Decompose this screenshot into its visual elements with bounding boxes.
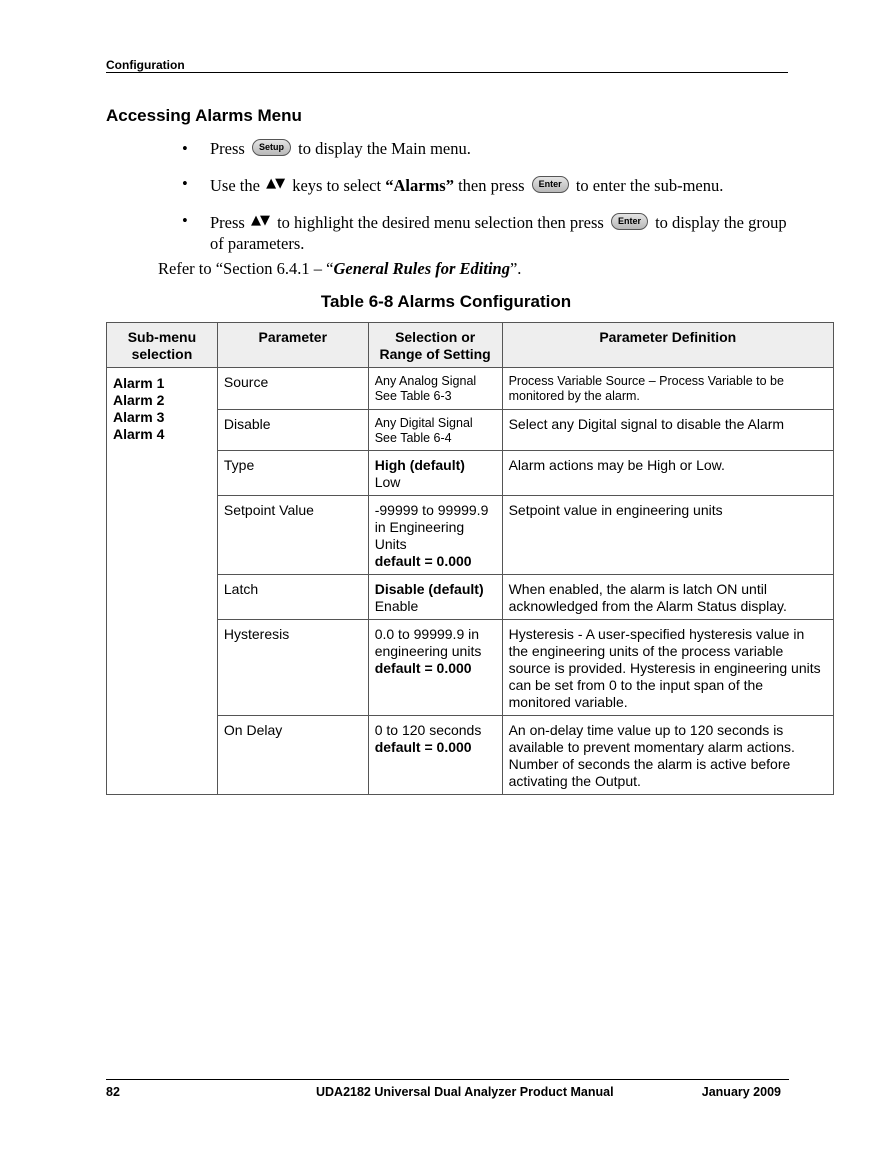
bullet-dot: • [182, 174, 188, 193]
definition-cell: An on-delay time value up to 120 seconds is available to prevent momentary alarm actions. Number of seconds the alarm is active before activating the Output. [502, 716, 833, 795]
column-header: Parameter Definition [502, 323, 833, 368]
parameter-cell: Type [217, 451, 368, 496]
instruction-text: Use the [210, 176, 260, 195]
parameter-cell: Disable [217, 410, 368, 451]
instruction-item [182, 173, 792, 196]
definition-cell: Process Variable Source – Process Variable to be monitored by the alarm. [502, 368, 833, 410]
instruction-text: keys to select [292, 176, 382, 195]
up-down-arrows-icon: ▲▼ [266, 176, 285, 191]
column-header: Selection or Range of Setting [368, 323, 502, 368]
selection-text: See Table 6-4 [374, 431, 452, 445]
bullet-dot: • [182, 139, 188, 158]
selection-default: Disable (default) [374, 581, 484, 597]
selection-text: Any Digital Signal [374, 416, 473, 430]
table-header-row [107, 323, 834, 368]
table-row [107, 368, 834, 410]
parameter-cell: On Delay [217, 716, 368, 795]
selection-cell [368, 575, 502, 620]
table-title: Table 6-8 Alarms Configuration [320, 292, 572, 311]
instruction-text: to highlight the desired menu selection then press [277, 213, 604, 232]
manual-title: UDA2182 Universal Dual Analyzer Product Manual [316, 1085, 614, 1099]
page-number: 82 [106, 1085, 120, 1099]
publication-date: January 2009 [701, 1085, 781, 1099]
submenu-item: Alarm 1 [113, 375, 165, 391]
selection-text: 0 to 120 seconds [374, 722, 482, 738]
bullet-dot: • [182, 211, 188, 230]
selection-cell [368, 496, 502, 575]
instruction-text: Press [210, 213, 245, 232]
selection-text: -99999 to 99999.9 in Engineering Units [374, 502, 489, 552]
page-footer [106, 1079, 789, 1104]
definition-cell: Setpoint value in engineering units [502, 496, 833, 575]
setup-key-icon: Setup [252, 139, 291, 156]
definition-cell: When enabled, the alarm is latch ON until acknowledged from the Alarm Status display. [502, 575, 833, 620]
parameter-cell: Source [217, 368, 368, 410]
parameter-cell: Hysteresis [217, 620, 368, 716]
submenu-item: Alarm 2 [113, 392, 165, 408]
selection-cell [368, 451, 502, 496]
selection-default: default = 0.000 [374, 553, 472, 569]
selection-cell [368, 368, 502, 410]
column-header: Sub-menu selection [107, 323, 218, 368]
instruction-text: then press [458, 176, 525, 195]
enter-key-icon: Enter [611, 213, 648, 230]
instruction-text: Press [210, 139, 245, 158]
reference-text: Refer to “Section 6.4.1 – “ [158, 259, 334, 278]
submenu-item: Alarm 4 [113, 426, 165, 442]
instruction-text: to display the group of parameters. [210, 213, 787, 253]
parameter-cell: Setpoint Value [217, 496, 368, 575]
column-header: Parameter [217, 323, 368, 368]
parameter-cell: Latch [217, 575, 368, 620]
submenu-item: Alarm 3 [113, 409, 165, 425]
selection-cell [368, 620, 502, 716]
submenu-cell [107, 368, 218, 795]
reference-note [158, 259, 521, 279]
definition-cell: Alarm actions may be High or Low. [502, 451, 833, 496]
running-header: Configuration [106, 58, 788, 73]
selection-text: 0.0 to 99999.9 in engineering units [374, 626, 482, 659]
definition-cell: Select any Digital signal to disable the Alarm [502, 410, 833, 451]
selection-text: Low [374, 474, 401, 490]
instruction-text: to enter the sub-menu. [575, 176, 724, 195]
section-title: Accessing Alarms Menu [106, 106, 302, 125]
selection-default: High (default) [374, 457, 465, 473]
selection-default: default = 0.000 [374, 739, 472, 755]
selection-default: default = 0.000 [374, 660, 472, 676]
instruction-item [182, 210, 792, 254]
selection-cell [368, 716, 502, 795]
instruction-list [182, 138, 792, 268]
reference-text: ”. [509, 259, 522, 278]
instruction-item [182, 138, 792, 159]
alarms-label: “Alarms” [385, 176, 454, 195]
up-down-arrows-icon: ▲▼ [250, 213, 269, 228]
reference-link: General Rules for Editing [333, 259, 510, 278]
alarms-config-table [106, 322, 834, 795]
instruction-text: to display the Main menu. [298, 139, 471, 158]
selection-text: See Table 6-3 [374, 389, 452, 403]
selection-text: Enable [374, 598, 419, 614]
selection-cell [368, 410, 502, 451]
selection-text: Any Analog Signal [374, 374, 477, 388]
definition-cell: Hysteresis - A user-specified hysteresis value in the engineering units of the process variable source is provided. Hysteresis in engineering units can be set from 0 to the input span of the monitored variable. [502, 620, 833, 716]
enter-key-icon: Enter [532, 176, 569, 193]
